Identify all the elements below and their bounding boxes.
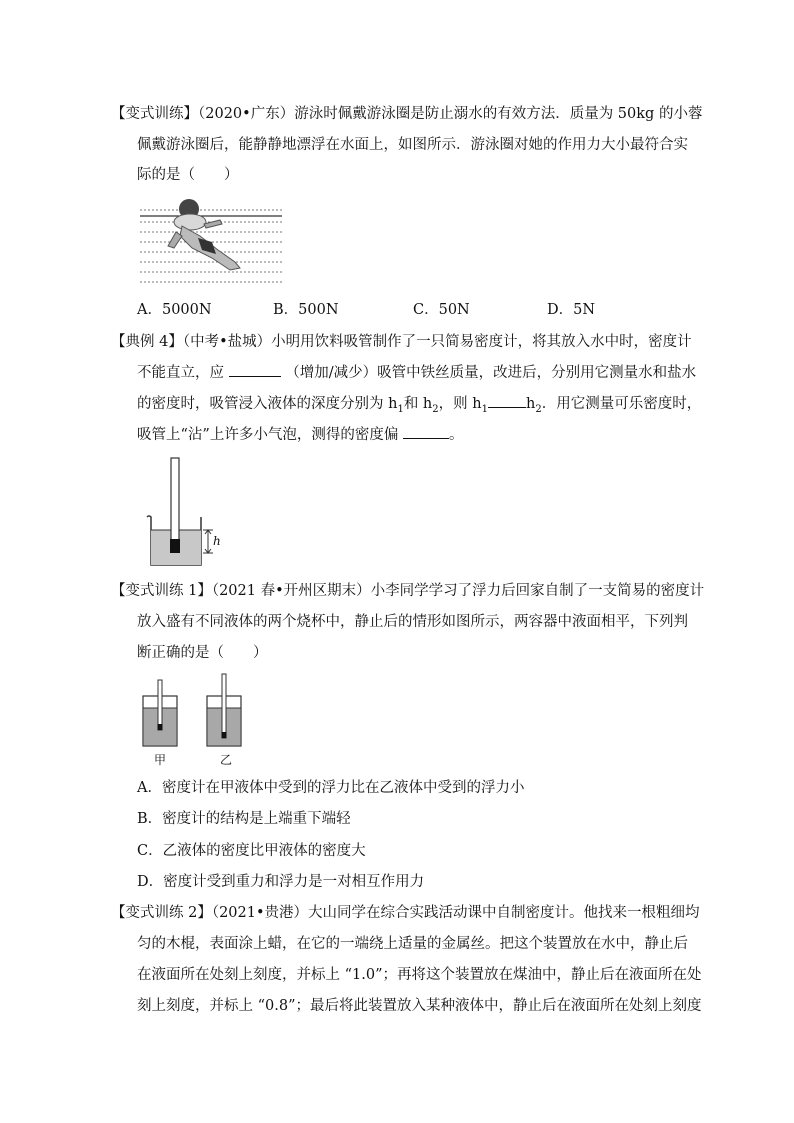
q3-line-1: 【变式训练 1】（2021 春•开州区期末）小李同学学习了浮力后回家自制了一支简易的密度计 bbox=[111, 583, 705, 599]
q1-option-b[interactable]: B．500N bbox=[273, 302, 339, 318]
beaker-jia-label: 甲 bbox=[154, 753, 167, 767]
q1-option-a[interactable]: A．5000N bbox=[137, 302, 212, 318]
q3-line-2: 放入盛有不同液体的两个烧杯中，静止后的情形如图所示，两容器中液面相平，下列判 bbox=[137, 614, 688, 630]
q2-blank-2[interactable] bbox=[488, 393, 526, 408]
q3-option-b[interactable]: B．密度计的结构是上端重下端轻 bbox=[137, 811, 351, 827]
q2-blank-3[interactable] bbox=[403, 424, 449, 439]
q1-line-3: 际的是（ ） bbox=[137, 167, 239, 183]
q2-line-2: 不能直立，应 （增加/减少）吸管中铁丝质量，改进后，分别用它测量水和盐水 bbox=[137, 362, 696, 383]
q4-line-3: 在液面所在处刻上刻度，并标上 “1.0”；再将这个装置放在煤油中，静止后在液面所在处 bbox=[137, 967, 702, 983]
q1-option-c[interactable]: C．50N bbox=[413, 302, 470, 318]
q2-blank-1[interactable] bbox=[229, 362, 281, 377]
q1-line-1: 【变式训练】（2020•广东）游泳时佩戴游泳圈是防止溺水的有效方法．质量为 50kg 的小蓉 bbox=[111, 106, 703, 122]
q3-option-c[interactable]: C．乙液体的密度比甲液体的密度大 bbox=[137, 843, 366, 859]
beaker-straw-figure bbox=[143, 455, 233, 569]
q1-line-2: 佩戴游泳圈后，能静静地漂浮在水面上，如图所示．游泳圈对她的作用力大小最符合实 bbox=[137, 137, 688, 153]
q2-line-4: 吸管上“沾”上许多小气泡，测得的密度偏 。 bbox=[137, 424, 463, 445]
q2-line-1: 【典例 4】（中考•盐城）小明用饮料吸管制作了一只简易密度计，将其放入水中时，密度计 bbox=[111, 334, 692, 350]
beaker-yi-label: 乙 bbox=[220, 753, 233, 767]
q3-line-3: 断正确的是（ ） bbox=[137, 645, 268, 661]
q3-option-a[interactable]: A．密度计在甲液体中受到的浮力比在乙液体中受到的浮力小 bbox=[137, 780, 525, 796]
q2-line-3: 的密度时，吸管浸入液体的深度分别为 $h_1$和 $h_2$，则 $h_1$ $h_2$．用它测量可乐密度时， bbox=[137, 393, 701, 420]
q4-line-1: 【变式训练 2】（2021•贵港）大山同学在综合实践活动课中自制密度计。他找来一根粗细均 bbox=[111, 905, 700, 921]
q3-option-d[interactable]: D．密度计受到重力和浮力是一对相互作用力 bbox=[137, 874, 425, 890]
q4-line-4: 刻上刻度，并标上 “0.8”；最后将此装置放入某种液体中，静止后在液面所在处刻上刻度 bbox=[137, 998, 702, 1014]
swimmer-figure bbox=[140, 196, 282, 286]
two-beakers-figure bbox=[140, 672, 250, 767]
h-label: h bbox=[213, 534, 221, 548]
q4-line-2: 匀的木棍，表面涂上蜡，在它的一端绕上适量的金属丝。把这个装置放在水中，静止后 bbox=[137, 936, 688, 952]
q1-option-d[interactable]: D．5N bbox=[547, 302, 596, 318]
